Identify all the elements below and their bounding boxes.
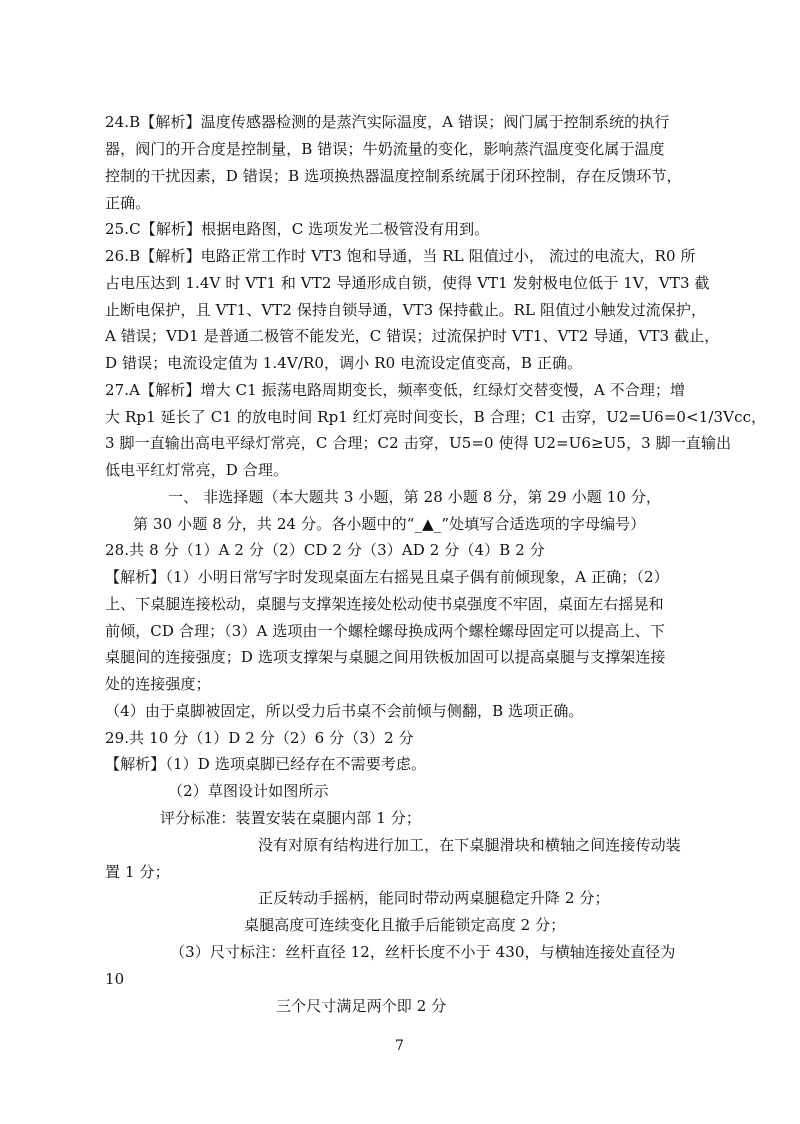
- text-line: 处的连接强度；: [105, 675, 211, 693]
- text-line: 正反转动手摇柄，能同时带动两桌腿稳定升降 2 分；: [258, 889, 610, 907]
- text-line: 24.B【解析】温度传感器检测的是蒸汽实际温度，A 错误；阀门属于控制系统的执行: [105, 113, 670, 131]
- text-line: 26.B【解析】电路正常工作时 VT3 饱和导通，当 RL 阻值过小， 流过的电流大，R0 所: [105, 247, 696, 265]
- text-line: 【解析】（1）小明日常写字时发现桌面左右摇晃且桌子偶有前倾现象，A 正确；（2）: [105, 568, 669, 586]
- text-line: 【解析】（1）D 选项桌脚已经存在不需要考虑。: [105, 755, 427, 773]
- text-line: 28.共 8 分（1）A 2 分（2）CD 2 分（3）AD 2 分（4）B 2 分: [105, 541, 545, 559]
- section-heading: 一、 非选择题（本大题共 3 小题，第 28 小题 8 分，第 29 小题 10 分，: [168, 488, 662, 506]
- text-line: 评分标准：装置安装在桌腿内部 1 分；: [160, 809, 421, 827]
- text-line: 没有对原有结构进行加工，在下桌腿滑块和横轴之间连接传动装: [258, 836, 681, 854]
- text-line: 第 30 小题 8 分，共 24 分。各小题中的“_▲_”处填写合适选项的字母编号）: [133, 515, 646, 533]
- text-line: 三个尺寸满足两个即 2 分: [276, 997, 447, 1015]
- text-line: 占电压达到 1.4V 时 VT1 和 VT2 导通形成自锁，使得 VT1 发射极电位低于 1V，VT3 截: [105, 274, 710, 292]
- text-line: （2）草图设计如图所示: [168, 782, 329, 800]
- text-line: 25.C【解析】根据电路图，C 选项发光二极管没有用到。: [105, 220, 490, 238]
- page-number: 7: [395, 1038, 404, 1054]
- text-line: 大 Rp1 延长了 C1 的放电时间 Rp1 红灯亮时间变长，B 合理；C1 击穿，U2=U6=0<1/3Vcc，: [105, 408, 767, 426]
- text-line: （3）尺寸标注：丝杆直径 12，丝杆长度不小于 430，与横轴连接处直径为: [170, 943, 676, 961]
- text-line: 3 脚一直输出高电平绿灯常亮，C 合理；C2 击穿，U5=0 使得 U2=U6≥U5，3 脚一直输出: [105, 434, 732, 452]
- text-line: 前倾，CD 合理；（3）A 选项由一个螺栓螺母换成两个螺栓螺母固定可以提高上、下: [105, 622, 665, 640]
- text-line: 置 1 分；: [105, 863, 170, 881]
- text-line: 上、下桌腿连接松动，桌腿与支撑架连接处松动使书桌强度不牢固，桌面左右摇晃和: [105, 595, 664, 613]
- text-line: （4）由于桌脚被固定，所以受力后书桌不会前倾与侧翻，B 选项正确。: [105, 702, 584, 720]
- text-line: 器，阀门的开合度是控制量，B 错误；牛奶流量的变化，影响蒸汽温度变化属于温度: [105, 140, 665, 158]
- text-line: 正确。: [105, 194, 151, 212]
- text-line: 桌腿高度可连续变化且撤手后能锁定高度 2 分；: [244, 916, 566, 934]
- text-line: 桌腿间的连接强度；D 选项支撑架与桌腿之间用铁板加固可以提高桌腿与支撑架连接: [105, 648, 666, 666]
- text-line: 低电平红灯常亮，D 合理。: [105, 461, 289, 479]
- text-line: 29.共 10 分（1）D 2 分（2）6 分（3）2 分: [105, 729, 414, 747]
- text-line: 控制的干扰因素，D 错误；B 选项换热器温度控制系统属于闭环控制，存在反馈环节，: [105, 167, 682, 185]
- text-line: D 错误；电流设定值为 1.4V/R0，调小 R0 电流设定值变高，B 正确。: [105, 354, 583, 372]
- text-line: A 错误；VD1 是普通二极管不能发光，C 错误；过流保护时 VT1、VT2 导通，VT3 截止，: [105, 327, 720, 345]
- text-line: 27.A【解析】增大 C1 振荡电路周期变长，频率变低，红绿灯交替变慢，A 不合理；增: [105, 381, 686, 399]
- text-line: 10: [105, 970, 125, 988]
- text-line: 止断电保护，且 VT1、VT2 保持自锁导通，VT3 保持截止。RL 阻值过小触发过流保护，: [105, 301, 707, 319]
